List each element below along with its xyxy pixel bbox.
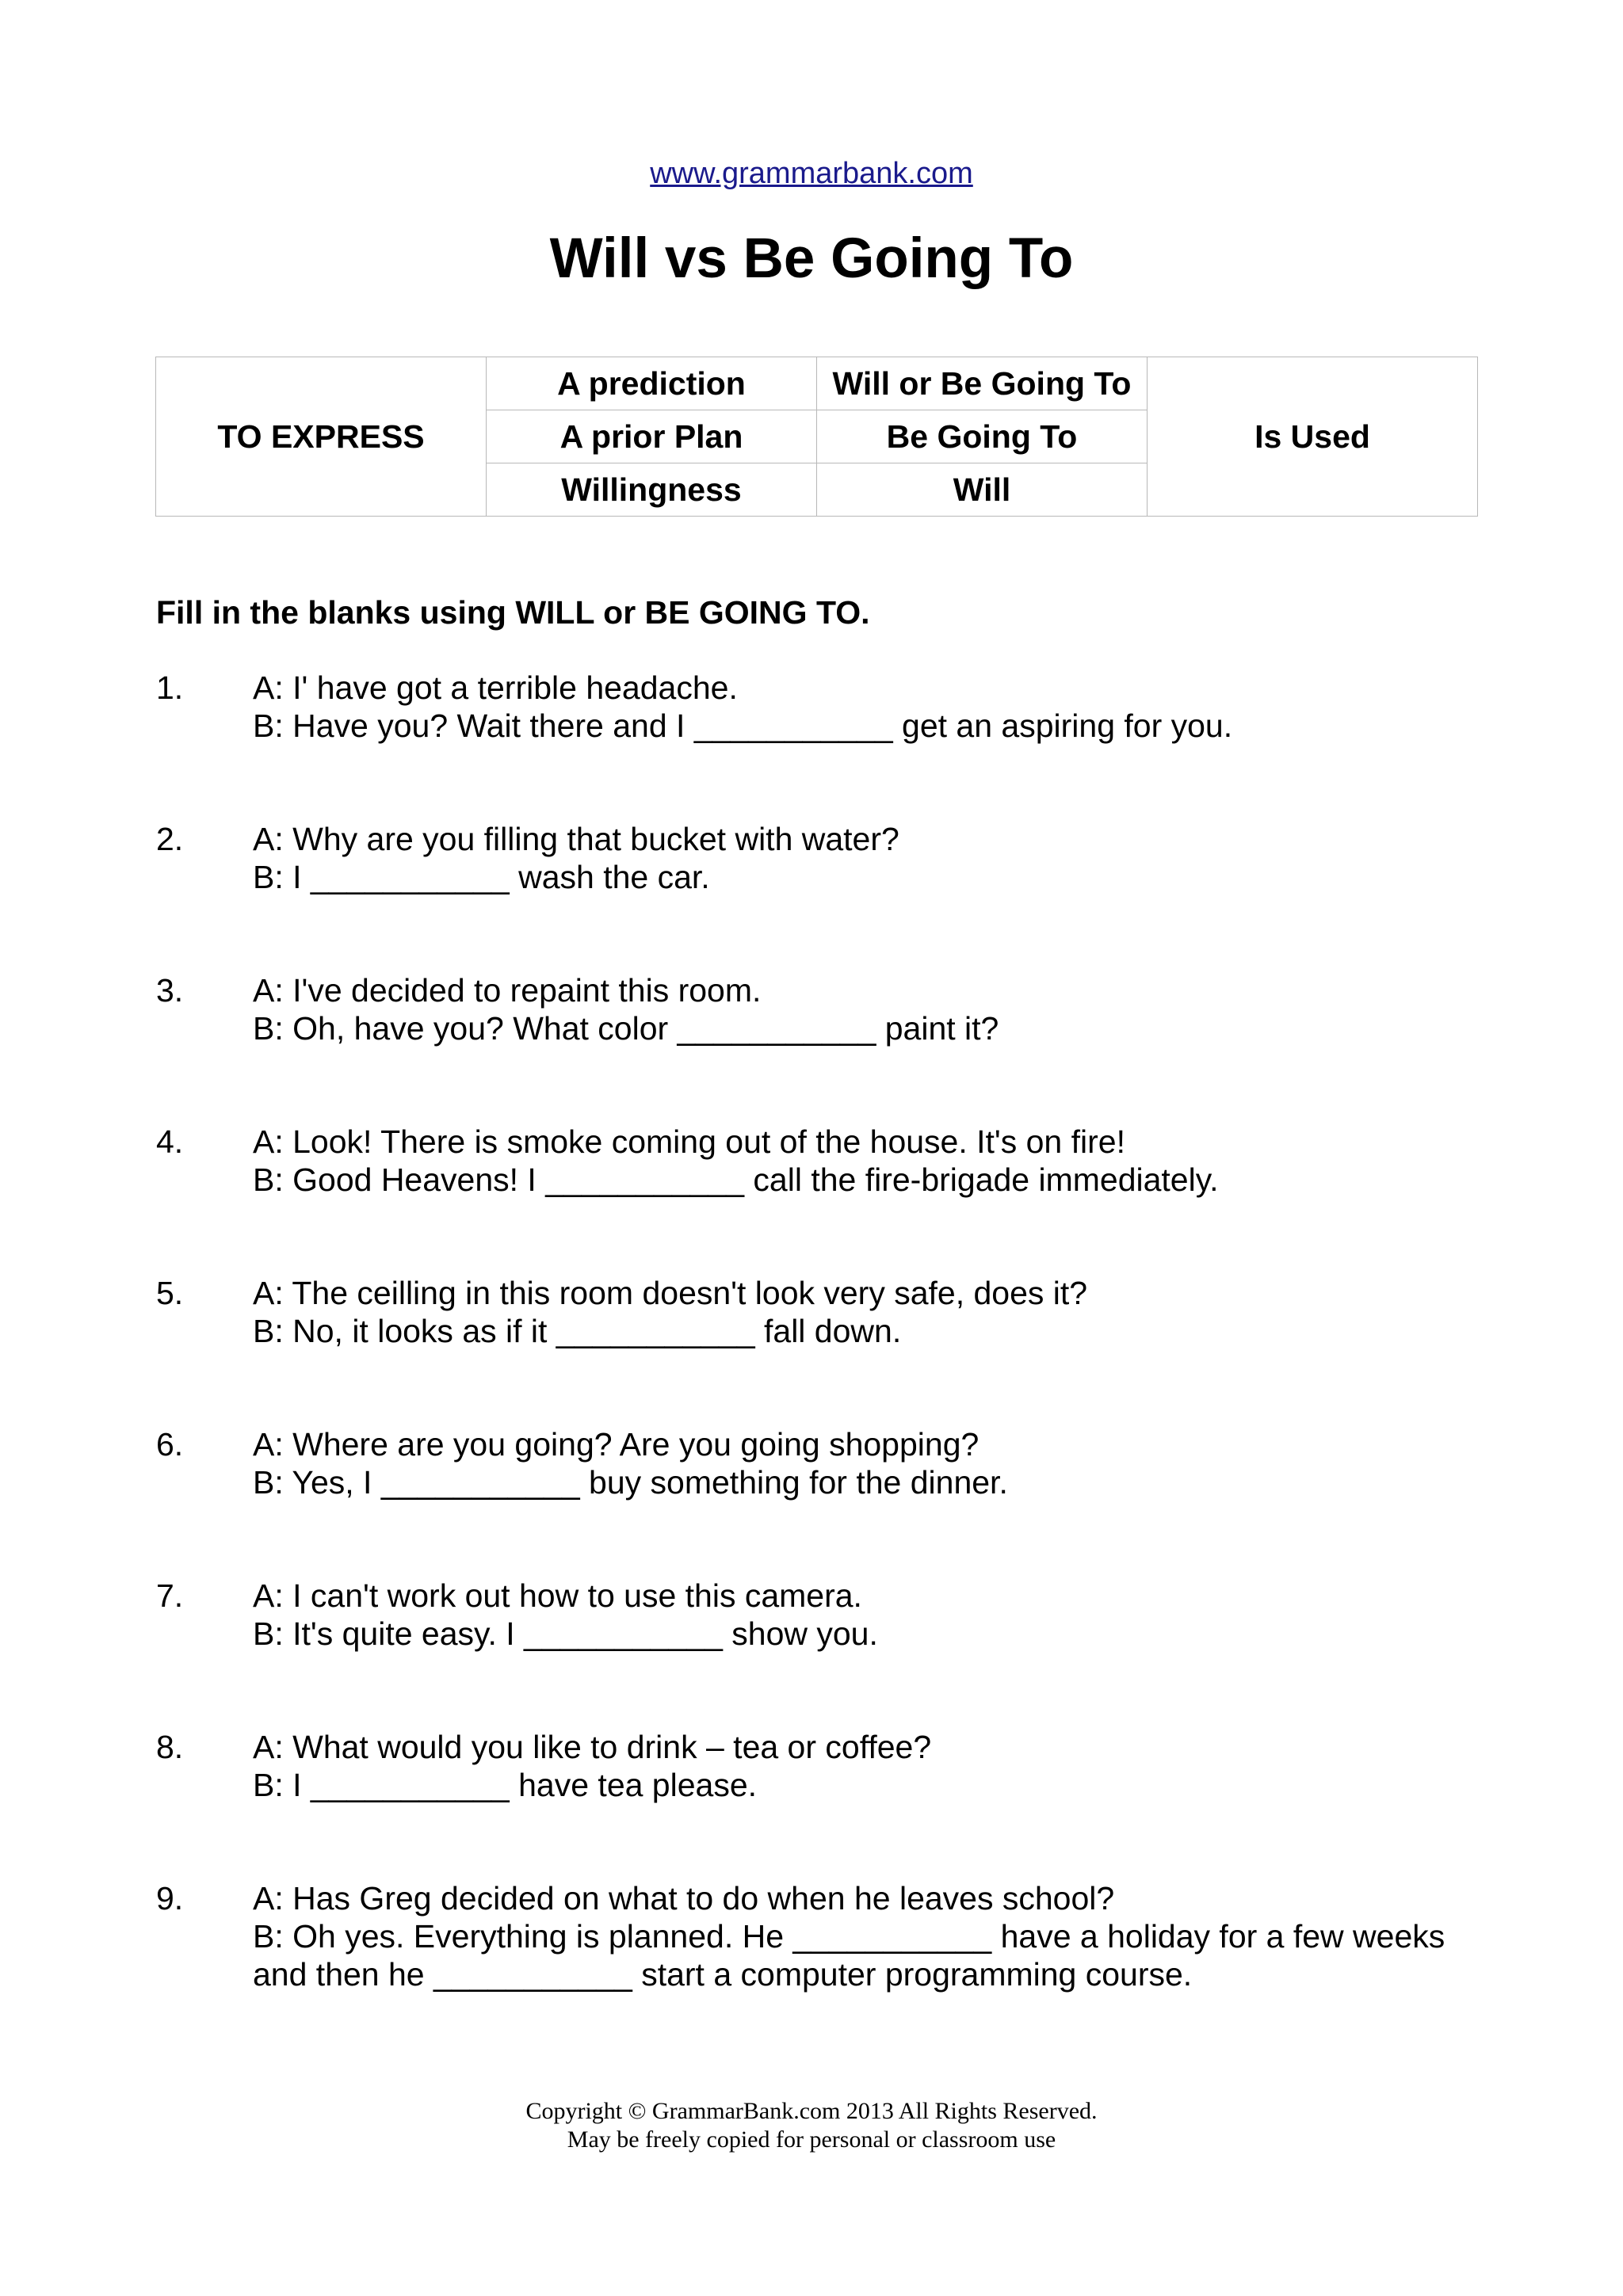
exercise-list — [156, 669, 1503, 2031]
site-link[interactable]: www.grammarbank.com — [650, 157, 973, 190]
exercise-number: 2. — [156, 821, 184, 857]
exercise-item — [156, 1879, 1503, 2031]
exercise-line: A: Where are you going? Are you going shopping? — [253, 1426, 980, 1463]
exercise-dialogue — [253, 971, 1513, 1047]
table-cell-use: A prediction — [487, 357, 817, 410]
exercise-line: A: What would you like to drink – tea or coffee? — [253, 1729, 932, 1765]
exercise-line: B: Oh, have you? What color ___________ paint it? — [253, 1010, 999, 1047]
exercise-line: A: I've decided to repaint this room. — [253, 972, 762, 1009]
exercise-line: A: Why are you filling that bucket with water? — [253, 821, 899, 857]
exercise-dialogue — [253, 1728, 1513, 1804]
table-cell-form: Be Going To — [817, 410, 1148, 463]
copyright-text: Copyright © GrammarBank.com 2013 All Rights Reserved. — [525, 2098, 1098, 2124]
exercise-number: 9. — [156, 1880, 184, 1917]
exercise-item — [156, 1425, 1503, 1577]
table-row — [156, 357, 1478, 410]
exercise-item — [156, 820, 1503, 971]
exercise-dialogue — [253, 1577, 1513, 1653]
exercise-line: A: Look! There is smoke coming out of the house. It's on fire! — [253, 1123, 1125, 1160]
exercise-item — [156, 1123, 1503, 1274]
exercise-item — [156, 1728, 1503, 1879]
exercise-number: 3. — [156, 972, 184, 1009]
exercise-item — [156, 971, 1503, 1123]
exercise-dialogue — [253, 1425, 1513, 1501]
exercise-item — [156, 669, 1503, 820]
exercise-dialogue — [253, 820, 1513, 896]
is-used-label: Is Used — [1148, 357, 1478, 517]
exercise-dialogue — [253, 1274, 1513, 1350]
exercise-line: A: The ceilling in this room doesn't look very safe, does it? — [253, 1275, 1088, 1311]
exercise-line: A: Has Greg decided on what to do when he leaves school? — [253, 1880, 1115, 1917]
exercise-line: A: I can't work out how to use this camera. — [253, 1577, 862, 1614]
exercise-dialogue — [253, 1123, 1513, 1199]
usage-note: May be freely copied for personal or classroom use — [567, 2126, 1056, 2153]
footer — [0, 2097, 1623, 2154]
table-cell-use: A prior Plan — [487, 410, 817, 463]
exercise-number: 8. — [156, 1729, 184, 1765]
table-cell-use: Willingness — [487, 463, 817, 517]
table-cell-form: Will — [817, 463, 1148, 517]
exercise-line: B: I ___________ have tea please. — [253, 1767, 758, 1803]
exercise-number: 5. — [156, 1275, 184, 1311]
instruction-text: Fill in the blanks using WILL or BE GOING TO. — [156, 594, 870, 631]
exercise-line: B: Have you? Wait there and I ___________ get an aspiring for you. — [253, 707, 1233, 744]
to-express-label: TO EXPRESS — [156, 357, 487, 517]
exercise-line: B: No, it looks as if it ___________ fall down. — [253, 1313, 902, 1349]
table-cell-form: Will or Be Going To — [817, 357, 1148, 410]
exercise-line: B: Oh yes. Everything is planned. He ___________ have a holiday for a few weeks — [253, 1918, 1445, 1955]
rules-table — [155, 357, 1478, 517]
exercise-item — [156, 1577, 1503, 1728]
exercise-dialogue — [253, 669, 1513, 745]
exercise-number: 1. — [156, 669, 184, 706]
exercise-item — [156, 1274, 1503, 1425]
page-title: Will vs Be Going To — [549, 227, 1074, 290]
exercise-line: A: I' have got a terrible headache. — [253, 669, 738, 706]
exercise-line: B: I ___________ wash the car. — [253, 859, 710, 895]
exercise-line: B: Yes, I ___________ buy something for the dinner. — [253, 1464, 1008, 1501]
exercise-line: B: Good Heavens! I ___________ call the fire-brigade immediately. — [253, 1161, 1219, 1198]
exercise-line: and then he ___________ start a computer programming course. — [253, 1956, 1193, 1993]
exercise-number: 4. — [156, 1123, 184, 1160]
exercise-dialogue — [253, 1879, 1513, 1993]
exercise-number: 7. — [156, 1577, 184, 1614]
exercise-number: 6. — [156, 1426, 184, 1463]
exercise-line: B: It's quite easy. I ___________ show you. — [253, 1615, 878, 1652]
